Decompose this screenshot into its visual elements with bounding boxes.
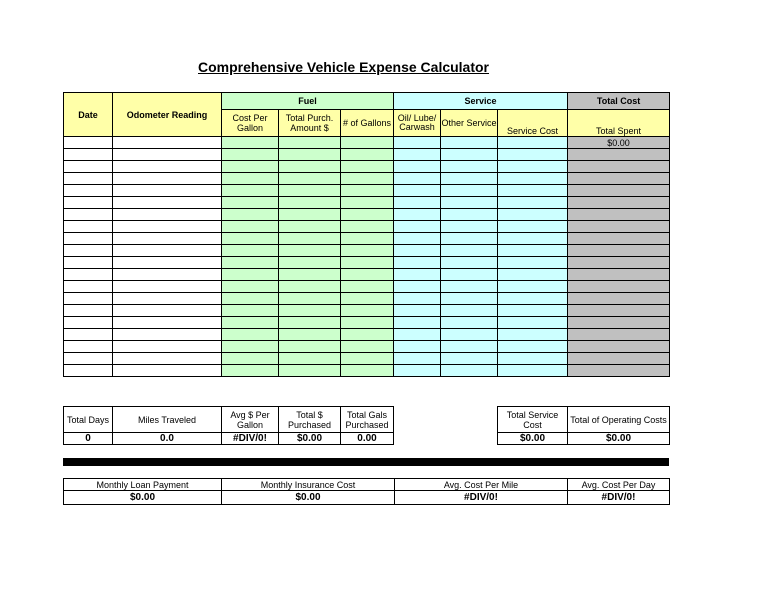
table-cell[interactable]	[341, 341, 394, 353]
table-cell[interactable]	[279, 293, 341, 305]
table-cell[interactable]	[341, 161, 394, 173]
table-cell[interactable]	[441, 173, 498, 185]
loan-value[interactable]: $0.00	[64, 491, 222, 505]
table-cell[interactable]	[279, 365, 341, 377]
table-cell[interactable]	[441, 365, 498, 377]
table-cell[interactable]	[498, 209, 568, 221]
total-gals-label: Total Gals Purchased	[341, 407, 394, 433]
table-cell[interactable]	[222, 329, 279, 341]
table-cell[interactable]	[222, 149, 279, 161]
table-cell[interactable]	[222, 233, 279, 245]
table-cell[interactable]	[113, 365, 222, 377]
table-cell[interactable]	[113, 161, 222, 173]
table-cell[interactable]	[441, 281, 498, 293]
table-cell[interactable]	[113, 305, 222, 317]
table-cell[interactable]	[113, 269, 222, 281]
monthly-costs-table	[63, 478, 670, 505]
table-cell[interactable]	[64, 257, 113, 269]
table-cell[interactable]	[394, 281, 441, 293]
table-cell[interactable]	[441, 221, 498, 233]
table-cell	[568, 221, 670, 233]
table-cell	[568, 353, 670, 365]
total-spent-value: $0.00	[568, 137, 670, 149]
table-cell[interactable]	[394, 161, 441, 173]
table-cell[interactable]	[279, 161, 341, 173]
table-cell[interactable]	[64, 233, 113, 245]
table-cell[interactable]	[64, 137, 113, 149]
service-cost-header: Service Cost	[498, 110, 568, 137]
table-cell	[568, 305, 670, 317]
table-cell[interactable]	[394, 197, 441, 209]
table-row	[64, 353, 670, 365]
table-cell	[568, 317, 670, 329]
table-cell[interactable]	[113, 257, 222, 269]
table-cell[interactable]	[64, 353, 113, 365]
table-cell[interactable]	[113, 341, 222, 353]
table-cell[interactable]	[441, 233, 498, 245]
table-cell[interactable]	[498, 185, 568, 197]
table-cell[interactable]	[64, 329, 113, 341]
total-days-label: Total Days	[64, 407, 113, 433]
table-cell[interactable]	[498, 221, 568, 233]
cost-mile-label: Avg. Cost Per Mile	[395, 479, 568, 491]
table-cell[interactable]	[222, 161, 279, 173]
table-cell[interactable]	[222, 341, 279, 353]
table-cell[interactable]	[441, 185, 498, 197]
total-service-label: Total Service Cost	[498, 407, 568, 433]
table-cell[interactable]	[341, 149, 394, 161]
table-cell[interactable]	[113, 137, 222, 149]
table-cell[interactable]	[498, 149, 568, 161]
table-cell[interactable]	[394, 245, 441, 257]
table-row	[64, 185, 670, 197]
table-cell[interactable]	[394, 365, 441, 377]
table-cell[interactable]	[222, 197, 279, 209]
fuel-group-header: Fuel	[222, 93, 394, 110]
table-row	[64, 317, 670, 329]
table-cell[interactable]	[441, 341, 498, 353]
table-cell[interactable]	[113, 197, 222, 209]
table-cell[interactable]	[279, 197, 341, 209]
table-cell[interactable]	[113, 353, 222, 365]
table-cell[interactable]	[341, 209, 394, 221]
table-cell[interactable]	[113, 245, 222, 257]
table-cell[interactable]	[394, 269, 441, 281]
total-operating-label: Total of Operating Costs	[568, 407, 670, 433]
table-cell[interactable]	[279, 221, 341, 233]
table-cell[interactable]	[441, 149, 498, 161]
table-cell[interactable]	[279, 149, 341, 161]
table-cell[interactable]	[222, 221, 279, 233]
table-cell	[568, 293, 670, 305]
table-row	[64, 293, 670, 305]
table-cell[interactable]	[341, 293, 394, 305]
table-row	[64, 329, 670, 341]
table-row	[64, 233, 670, 245]
total-spent-header: Total Spent	[568, 110, 670, 137]
table-cell[interactable]	[222, 317, 279, 329]
table-cell	[568, 365, 670, 377]
table-cell[interactable]	[113, 221, 222, 233]
avg-per-gallon-value: #DIV/0!	[222, 433, 279, 445]
table-cell[interactable]	[441, 317, 498, 329]
table-cell[interactable]	[64, 341, 113, 353]
table-cell[interactable]	[498, 137, 568, 149]
table-cell[interactable]	[498, 293, 568, 305]
table-cell[interactable]	[394, 341, 441, 353]
total-gals-value: 0.00	[341, 433, 394, 445]
table-cell[interactable]	[394, 233, 441, 245]
table-cell	[568, 341, 670, 353]
table-cell[interactable]	[113, 293, 222, 305]
service-group-header: Service	[394, 93, 568, 110]
table-row	[64, 209, 670, 221]
table-cell[interactable]	[441, 269, 498, 281]
table-cell[interactable]	[279, 353, 341, 365]
table-cell	[568, 149, 670, 161]
table-cell[interactable]	[394, 173, 441, 185]
table-cell[interactable]	[341, 197, 394, 209]
table-cell[interactable]	[279, 233, 341, 245]
table-cell[interactable]	[498, 257, 568, 269]
table-cell[interactable]	[394, 317, 441, 329]
table-cell[interactable]	[441, 209, 498, 221]
table-row	[64, 245, 670, 257]
table-cell[interactable]	[498, 233, 568, 245]
loan-label: Monthly Loan Payment	[64, 479, 222, 491]
table-cell[interactable]	[498, 245, 568, 257]
table-cell	[568, 233, 670, 245]
table-cell[interactable]	[441, 353, 498, 365]
table-row	[64, 341, 670, 353]
table-cell[interactable]	[394, 353, 441, 365]
table-cell[interactable]	[394, 329, 441, 341]
table-row	[64, 161, 670, 173]
table-cell[interactable]	[222, 269, 279, 281]
table-cell[interactable]	[498, 161, 568, 173]
cost-day-value: #DIV/0!	[568, 491, 670, 505]
total-operating-value: $0.00	[568, 433, 670, 445]
table-cell[interactable]	[64, 149, 113, 161]
table-cell[interactable]	[113, 185, 222, 197]
table-cell[interactable]	[498, 305, 568, 317]
table-cell[interactable]	[222, 305, 279, 317]
table-cell[interactable]	[222, 137, 279, 149]
table-cell[interactable]	[222, 245, 279, 257]
table-cell[interactable]	[222, 185, 279, 197]
divider-bar	[63, 458, 669, 466]
table-cell[interactable]	[498, 317, 568, 329]
table-cell[interactable]	[64, 293, 113, 305]
miles-label: Miles Traveled	[113, 407, 222, 433]
table-row	[64, 137, 670, 149]
table-cell[interactable]	[341, 257, 394, 269]
table-cell[interactable]	[341, 353, 394, 365]
table-cell[interactable]	[222, 173, 279, 185]
table-cell[interactable]	[113, 149, 222, 161]
table-cell[interactable]	[113, 233, 222, 245]
table-cell[interactable]	[64, 197, 113, 209]
table-cell[interactable]	[498, 197, 568, 209]
table-cell[interactable]	[64, 209, 113, 221]
table-row	[64, 269, 670, 281]
table-cell	[568, 245, 670, 257]
table-cell[interactable]	[394, 305, 441, 317]
total-service-value: $0.00	[498, 433, 568, 445]
total-purch-header: Total Purch. Amount $	[279, 110, 341, 137]
table-cell[interactable]	[113, 209, 222, 221]
table-cell[interactable]	[441, 329, 498, 341]
table-row	[64, 221, 670, 233]
table-cell[interactable]	[441, 245, 498, 257]
table-cell[interactable]	[279, 341, 341, 353]
table-row	[64, 305, 670, 317]
table-cell[interactable]	[394, 221, 441, 233]
table-cell[interactable]	[279, 281, 341, 293]
table-cell[interactable]	[64, 173, 113, 185]
insurance-label: Monthly Insurance Cost	[222, 479, 395, 491]
table-cell[interactable]	[341, 269, 394, 281]
table-row	[64, 149, 670, 161]
table-cell[interactable]	[113, 329, 222, 341]
total-purchased-label: Total $ Purchased	[279, 407, 341, 433]
table-cell[interactable]	[64, 317, 113, 329]
table-cell[interactable]	[498, 341, 568, 353]
total-cost-group-header: Total Cost	[568, 93, 670, 110]
table-cell[interactable]	[64, 305, 113, 317]
table-cell[interactable]	[441, 161, 498, 173]
miles-value: 0.0	[113, 433, 222, 445]
table-cell[interactable]	[441, 305, 498, 317]
table-cell	[568, 269, 670, 281]
table-cell[interactable]	[64, 365, 113, 377]
table-cell[interactable]	[222, 281, 279, 293]
cost-per-gallon-header: Cost Per Gallon	[222, 110, 279, 137]
table-cell[interactable]	[64, 161, 113, 173]
table-cell[interactable]	[498, 353, 568, 365]
table-cell[interactable]	[222, 365, 279, 377]
table-cell[interactable]	[279, 329, 341, 341]
table-cell[interactable]	[394, 209, 441, 221]
table-cell	[568, 209, 670, 221]
table-cell[interactable]	[64, 269, 113, 281]
table-cell[interactable]	[279, 269, 341, 281]
table-cell[interactable]	[64, 245, 113, 257]
table-cell[interactable]	[222, 353, 279, 365]
table-cell	[568, 185, 670, 197]
oil-lube-header: Oil/ Lube/ Carwash	[394, 110, 441, 137]
table-cell[interactable]	[441, 137, 498, 149]
table-cell[interactable]	[279, 185, 341, 197]
table-cell[interactable]	[498, 173, 568, 185]
table-row	[64, 257, 670, 269]
date-header: Date	[64, 93, 113, 137]
table-cell	[568, 281, 670, 293]
table-cell[interactable]	[113, 173, 222, 185]
table-cell[interactable]	[279, 257, 341, 269]
expense-table	[63, 92, 670, 377]
table-cell[interactable]	[341, 281, 394, 293]
table-cell[interactable]	[64, 221, 113, 233]
table-cell[interactable]	[341, 365, 394, 377]
table-cell[interactable]	[341, 137, 394, 149]
table-cell[interactable]	[498, 281, 568, 293]
table-cell[interactable]	[394, 185, 441, 197]
table-cell[interactable]	[341, 173, 394, 185]
gallons-header: # of Gallons	[341, 110, 394, 137]
table-row	[64, 173, 670, 185]
table-cell[interactable]	[113, 317, 222, 329]
table-cell[interactable]	[341, 329, 394, 341]
table-cell[interactable]	[64, 281, 113, 293]
table-cell[interactable]	[279, 245, 341, 257]
table-cell[interactable]	[441, 197, 498, 209]
table-cell	[568, 173, 670, 185]
table-cell[interactable]	[441, 293, 498, 305]
table-row	[64, 281, 670, 293]
table-cell[interactable]	[113, 281, 222, 293]
table-cell[interactable]	[279, 173, 341, 185]
total-days-value: 0	[64, 433, 113, 445]
other-service-header: Other Service	[441, 110, 498, 137]
table-cell[interactable]	[279, 209, 341, 221]
table-cell	[568, 257, 670, 269]
table-cell[interactable]	[64, 185, 113, 197]
table-cell[interactable]	[222, 257, 279, 269]
table-cell[interactable]	[222, 293, 279, 305]
page-title: Comprehensive Vehicle Expense Calculator	[198, 59, 490, 75]
summary-right	[497, 406, 670, 445]
summary-left	[63, 406, 394, 445]
table-cell[interactable]	[222, 209, 279, 221]
table-cell[interactable]	[341, 221, 394, 233]
table-cell[interactable]	[441, 257, 498, 269]
table-cell[interactable]	[279, 305, 341, 317]
odometer-header: Odometer Reading	[113, 93, 222, 137]
table-row	[64, 197, 670, 209]
table-cell	[568, 161, 670, 173]
table-cell	[568, 329, 670, 341]
table-cell[interactable]	[498, 269, 568, 281]
table-cell[interactable]	[341, 185, 394, 197]
table-cell[interactable]	[394, 149, 441, 161]
cost-mile-value: #DIV/0!	[395, 491, 568, 505]
table-cell[interactable]	[279, 137, 341, 149]
total-purchased-value: $0.00	[279, 433, 341, 445]
table-cell[interactable]	[341, 317, 394, 329]
table-cell[interactable]	[341, 233, 394, 245]
insurance-value[interactable]: $0.00	[222, 491, 395, 505]
table-cell[interactable]	[341, 245, 394, 257]
table-row	[64, 365, 670, 377]
table-cell[interactable]	[341, 305, 394, 317]
cost-day-label: Avg. Cost Per Day	[568, 479, 670, 491]
table-cell[interactable]	[498, 329, 568, 341]
table-cell[interactable]	[394, 257, 441, 269]
avg-per-gallon-label: Avg $ Per Gallon	[222, 407, 279, 433]
table-cell[interactable]	[394, 137, 441, 149]
table-cell	[568, 197, 670, 209]
table-cell[interactable]	[498, 365, 568, 377]
table-cell[interactable]	[394, 293, 441, 305]
table-cell[interactable]	[279, 317, 341, 329]
